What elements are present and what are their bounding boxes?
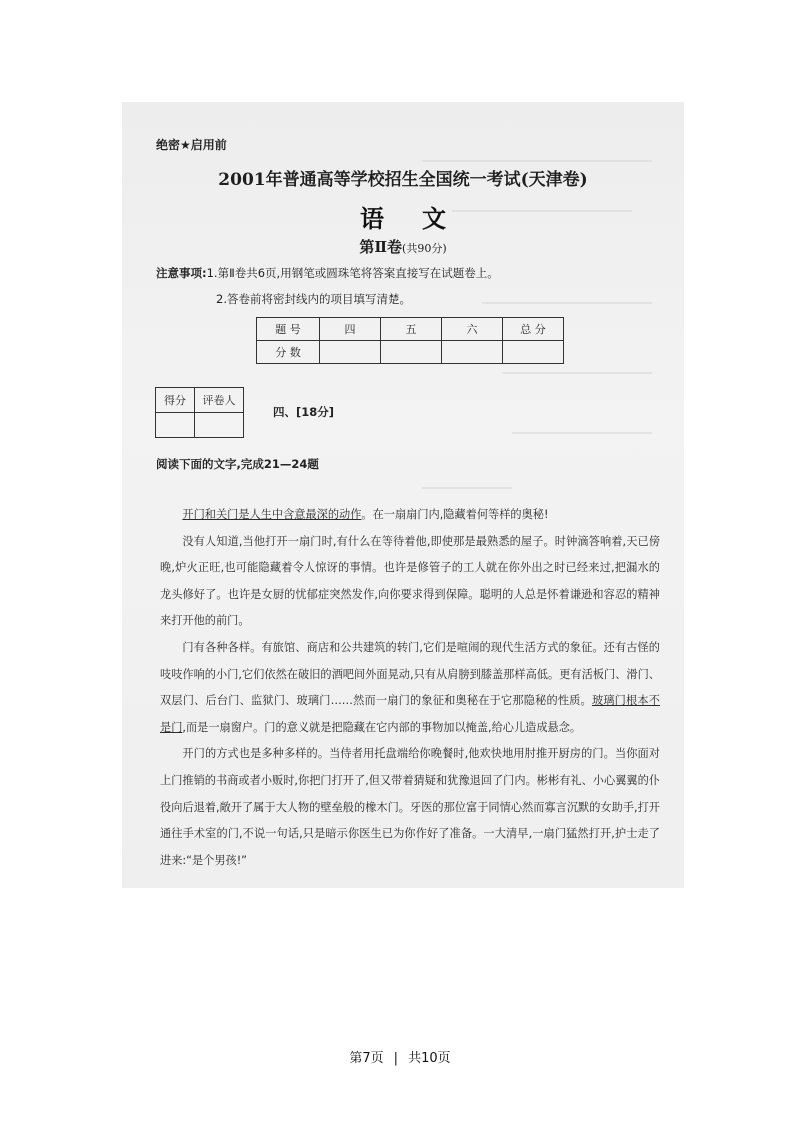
passage-text: 。在一扇扇门内,隐藏着何等样的奥秘! <box>361 508 549 521</box>
section-instruction: 阅读下面的文字,完成21—24题 <box>156 457 319 471</box>
underlined-sentence: 玻璃门根本不是门 <box>160 694 660 734</box>
score-cell[interactable] <box>381 341 442 364</box>
score-row-label: 分 数 <box>257 341 320 364</box>
score-header-cell: 题 号 <box>257 318 320 341</box>
volume-label: 第Ⅱ卷 <box>359 238 403 256</box>
reading-passage <box>160 502 660 874</box>
total-pages: 共10页 <box>408 1051 451 1066</box>
bleed-through-line <box>502 372 652 374</box>
passage-paragraph <box>160 502 660 529</box>
exam-notes <box>156 265 499 281</box>
note-item-1: 1.第Ⅱ卷共6页,用钢笔或圆珠笔将答案直接写在试题卷上。 <box>206 266 499 280</box>
score-cell[interactable] <box>503 341 564 364</box>
grader-name-cell[interactable] <box>195 413 244 438</box>
scanned-exam-page <box>122 102 684 888</box>
subject-title: 语文 <box>360 204 484 233</box>
grader-score-label: 得分 <box>156 388 195 413</box>
exam-title: 2001年普通高等学校招生全国统一考试(天津卷) <box>218 170 588 190</box>
bleed-through-line <box>482 302 652 304</box>
notes-label: 注意事项: <box>156 266 207 280</box>
passage-paragraph <box>160 635 660 741</box>
bleed-through-line <box>512 432 652 434</box>
passage-paragraph: 没有人知道,当他打开一扇门时,有什么在等待着他,即使那是最熟悉的屋子。时钟滴答响着,天已傍晚,炉火正旺,也可能隐藏着令人惊讶的事情。也许是修管子的工人就在你外出之时已经来过,把漏水的龙头修好了。也许是女厨的忧郁症突然发作,向你要求得到保障。聪明的人总是怀着谦逊和容忍的精神来打开他的前门。 <box>160 534 660 628</box>
passage-text: 门有各种各样。有旅馆、商店和公共建筑的转门,它们是喧闹的现代生活方式的象征。还有古怪的吱吱作响的小门,它们依然在破旧的酒吧间外面晃动,只有从肩膀到膝盖那样高低。更有活板门、滑门、双层门、后台门、监狱门、玻璃门……然而一扇门的象征和奥秘在于它那隐秘的性质。 <box>160 640 660 708</box>
section-heading: 四、[18分] <box>273 405 335 419</box>
secret-label: 绝密★启用前 <box>156 138 227 152</box>
volume-title <box>122 236 684 257</box>
volume-points: (共90分) <box>402 242 447 255</box>
score-cell[interactable] <box>442 341 503 364</box>
score-table <box>256 317 564 364</box>
score-cell[interactable] <box>320 341 381 364</box>
score-header-cell: 总 分 <box>503 318 564 341</box>
footer-divider: | <box>393 1051 399 1066</box>
page-number: 第7页 <box>349 1051 384 1066</box>
passage-paragraph: 开门的方式也是多种多样的。当侍者用托盘端给你晚餐时,他欢快地用肘推开厨房的门。当你面对上门推销的书商或者小贩时,你把门打开了,但又带着猜疑和犹豫退回了门内。彬彬有礼、小心翼翼的仆役向后退着,敞开了属于大人物的壁垒般的橡木门。牙医的那位富于同情心然而寡言沉默的女助手,打开通往手术室的门,不说一句话,只是暗示你医生已为你作好了准备。一大清早,一扇门猛然打开,护士走了进来:“是个男孩!” <box>160 747 660 867</box>
score-header-cell: 四 <box>320 318 381 341</box>
bleed-through-line <box>422 487 512 489</box>
grader-box <box>155 387 244 438</box>
score-header-cell: 六 <box>442 318 503 341</box>
underlined-sentence: 开门和关门是人生中含意最深的动作 <box>182 508 362 521</box>
bleed-through-line <box>422 160 652 162</box>
passage-text: ,而是一扇窗户。门的意义就是把隐藏在它内部的事物加以掩盖,给心儿造成悬念。 <box>182 720 582 734</box>
grader-name-label: 评卷人 <box>195 388 244 413</box>
score-header-cell: 五 <box>381 318 442 341</box>
note-item-2: 2.答卷前将密封线内的项目填写清楚。 <box>216 292 411 306</box>
page-footer <box>0 1047 800 1066</box>
grader-score-cell[interactable] <box>156 413 195 438</box>
score-table-score-row <box>257 341 564 364</box>
score-table-header-row <box>257 318 564 341</box>
